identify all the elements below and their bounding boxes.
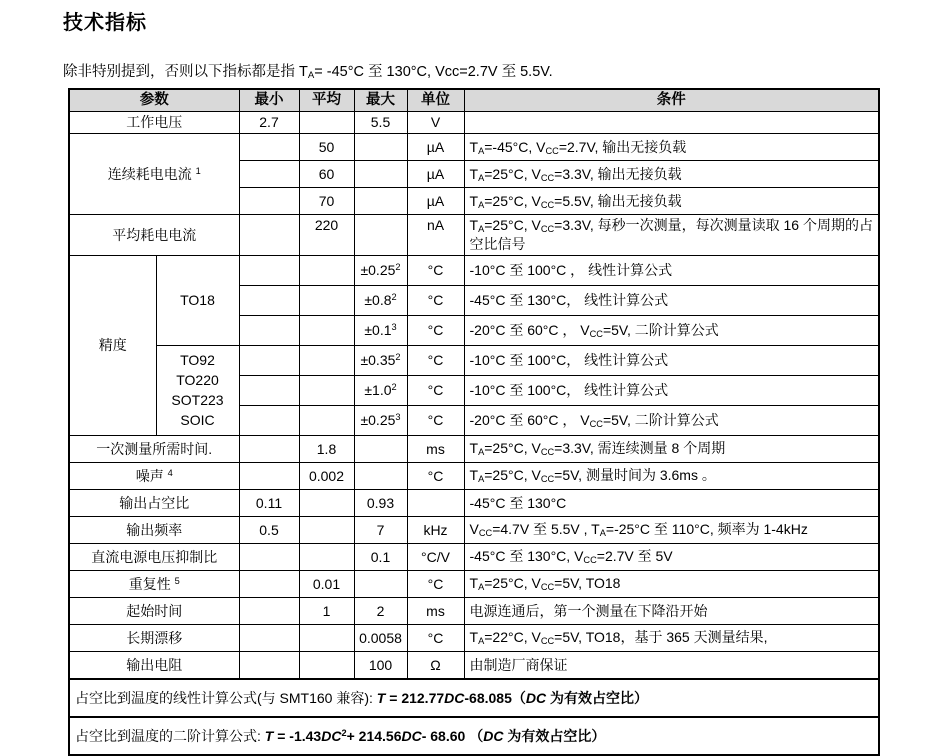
- column-header-avg: 平均: [299, 89, 354, 112]
- unit-cell: °C: [407, 405, 464, 435]
- param-cell: 重复性 $^5$: [69, 570, 239, 597]
- unit-cell: °C: [407, 570, 464, 597]
- avg-cell: 220: [299, 215, 354, 256]
- condition-cell: 由制造厂商保证: [464, 651, 879, 679]
- min-cell: [239, 315, 299, 345]
- unit-cell: °C: [407, 462, 464, 489]
- min-cell: [239, 255, 299, 285]
- row-operating-voltage: [69, 112, 879, 134]
- unit-cell: µA: [407, 134, 464, 161]
- min-cell: 0.5: [239, 516, 299, 543]
- min-cell: [239, 570, 299, 597]
- row-duty-cycle: [69, 489, 879, 516]
- min-cell: [239, 285, 299, 315]
- avg-cell: [299, 315, 354, 345]
- max-cell: [354, 462, 407, 489]
- min-cell: [239, 161, 299, 188]
- max-cell: 5.5: [354, 112, 407, 134]
- linear-formula-text: 占空比到温度的线性计算公式(与 SMT160 兼容): T = 212.77DC-68.085（DC 为有效占空比）: [69, 679, 879, 717]
- unit-cell: µA: [407, 188, 464, 215]
- min-cell: [239, 435, 299, 462]
- max-cell: $\pm 0.1^3$: [354, 315, 407, 345]
- condition-cell: $V_{CC}=4.7V$ 至 5.5V , $T_A=-25^\circ C$ 至 110°C, 频率为 1-4kHz: [464, 516, 879, 543]
- package-line: TO220: [176, 372, 219, 389]
- max-cell: $\pm 0.8^2$: [354, 285, 407, 315]
- min-cell: [239, 462, 299, 489]
- column-header-cond: 条件: [464, 89, 879, 112]
- param-cell: 长期漂移: [69, 624, 239, 651]
- min-cell: [239, 405, 299, 435]
- condition-cell: -10°C 至 100°C， 线性计算公式: [464, 345, 879, 375]
- column-header-unit: 单位: [407, 89, 464, 112]
- avg-cell: [299, 345, 354, 375]
- row-average-current: [69, 215, 879, 256]
- avg-cell: 1: [299, 597, 354, 624]
- quadratic-formula-text: 占空比到温度的二阶计算公式: $T = -1.43DC^2+ 214.56DC-$ 68.60 （DC 为有效占空比）: [69, 717, 879, 755]
- avg-cell: [299, 405, 354, 435]
- row-repeatability: [69, 570, 879, 597]
- row-continuous-current-1: [69, 134, 879, 161]
- condition-cell: $T_A=25^\circ C$, $V_{CC}=3.3V$, 每秒一次测量，每次测量读取 16 个周期的占空比信号: [464, 215, 879, 256]
- unit-cell: ms: [407, 597, 464, 624]
- param-cell: 直流电源电压抑制比: [69, 543, 239, 570]
- unit-cell: °C/V: [407, 543, 464, 570]
- intro-note: 除非特别提到，否则以下指标都是指 $T_A= -45^\circ C$ 至 130°C, Vcc=2.7V 至 5.5V.: [63, 64, 553, 82]
- page-title: 技术指标: [63, 12, 147, 34]
- param-cell: 平均耗电电流: [69, 215, 239, 256]
- row-linear-formula: [69, 679, 879, 717]
- header-row: [69, 89, 879, 112]
- max-cell: [354, 570, 407, 597]
- unit-cell: ms: [407, 435, 464, 462]
- max-cell: [354, 188, 407, 215]
- row-quadratic-formula: [69, 717, 879, 755]
- unit-cell: Ω: [407, 651, 464, 679]
- avg-cell: [299, 375, 354, 405]
- max-cell: 7: [354, 516, 407, 543]
- param-cell: 噪声 $^4$: [69, 462, 239, 489]
- param-cell: 输出电阻: [69, 651, 239, 679]
- avg-cell: [299, 516, 354, 543]
- condition-cell: -45°C 至 130°C: [464, 489, 879, 516]
- max-cell: $\pm 1.0^2$: [354, 375, 407, 405]
- unit-cell: kHz: [407, 516, 464, 543]
- package-line: TO92: [180, 352, 215, 369]
- max-cell: 100: [354, 651, 407, 679]
- condition-cell: -10°C 至 100°C， 线性计算公式: [464, 375, 879, 405]
- row-output-frequency: [69, 516, 879, 543]
- condition-cell: $T_A=25^\circ C$, $V_{CC}=3.3V$, 输出无接负载: [464, 161, 879, 188]
- max-cell: [354, 161, 407, 188]
- condition-cell: $T_A=25^\circ C$, $V_{CC}=5.5V$, 输出无接负载: [464, 188, 879, 215]
- column-header-max: 最大: [354, 89, 407, 112]
- avg-cell: 60: [299, 161, 354, 188]
- condition-cell: -10°C 至 100°C ， 线性计算公式: [464, 255, 879, 285]
- condition-cell: $T_A=22^\circ C$, $V_{CC}=5V$, TO18，基于 365 天测量结果,: [464, 624, 879, 651]
- max-cell: 0.93: [354, 489, 407, 516]
- param-cell: 精度: [69, 255, 156, 435]
- param-cell: 工作电压: [69, 112, 239, 134]
- row-accuracy-to18-1: [69, 255, 879, 285]
- column-header-param: 参数: [69, 89, 239, 112]
- min-cell: [239, 597, 299, 624]
- package-line: SOIC: [180, 412, 215, 429]
- condition-cell: $T_A=25^\circ C$, $V_{CC}=5V$, TO18: [464, 570, 879, 597]
- row-measurement-time: [69, 435, 879, 462]
- min-cell: [239, 651, 299, 679]
- max-cell: [354, 134, 407, 161]
- avg-cell: 0.002: [299, 462, 354, 489]
- max-cell: $\pm 0.35^2$: [354, 345, 407, 375]
- row-accuracy-other-1: [69, 345, 879, 375]
- package-cell: [156, 345, 239, 435]
- condition-cell: -45°C 至 130°C， 线性计算公式: [464, 285, 879, 315]
- row-psrr: [69, 543, 879, 570]
- min-cell: [239, 624, 299, 651]
- min-cell: [239, 543, 299, 570]
- min-cell: [239, 188, 299, 215]
- row-long-term-drift: [69, 624, 879, 651]
- avg-cell: [299, 489, 354, 516]
- avg-cell: 0.01: [299, 570, 354, 597]
- max-cell: $\pm 0.25^3$: [354, 405, 407, 435]
- condition-cell: -20°C 至 60°C ， $V_{CC}=5V$, 二阶计算公式: [464, 405, 879, 435]
- max-cell: $\pm 0.25^2$: [354, 255, 407, 285]
- max-cell: 0.1: [354, 543, 407, 570]
- avg-cell: [299, 543, 354, 570]
- unit-cell: µA: [407, 161, 464, 188]
- min-cell: [239, 375, 299, 405]
- row-noise: [69, 462, 879, 489]
- avg-cell: [299, 112, 354, 134]
- param-cell: 输出占空比: [69, 489, 239, 516]
- column-header-min: 最小: [239, 89, 299, 112]
- condition-cell: 电源连通后，第一个测量在下降沿开始: [464, 597, 879, 624]
- unit-cell: °C: [407, 255, 464, 285]
- condition-cell: $T_A=-45^\circ C$, $V_{CC}=2.7V$, 输出无接负载: [464, 134, 879, 161]
- min-cell: [239, 345, 299, 375]
- row-output-resistance: [69, 651, 879, 679]
- min-cell: 2.7: [239, 112, 299, 134]
- row-startup-time: [69, 597, 879, 624]
- max-cell: 2: [354, 597, 407, 624]
- param-cell: 连续耗电电流 $^1$: [69, 134, 239, 215]
- unit-cell: °C: [407, 345, 464, 375]
- condition-cell: -45°C 至 130°C, $V_{CC}=2.7V$ 至 5V: [464, 543, 879, 570]
- avg-cell: 50: [299, 134, 354, 161]
- package-cell: TO18: [156, 255, 239, 345]
- unit-cell: V: [407, 112, 464, 134]
- avg-cell: [299, 255, 354, 285]
- condition-cell: [464, 112, 879, 134]
- max-cell: [354, 435, 407, 462]
- max-cell: 0.0058: [354, 624, 407, 651]
- avg-cell: [299, 651, 354, 679]
- unit-cell: nA: [407, 215, 464, 256]
- unit-cell: °C: [407, 375, 464, 405]
- avg-cell: 1.8: [299, 435, 354, 462]
- param-cell: 起始时间: [69, 597, 239, 624]
- avg-cell: [299, 285, 354, 315]
- avg-cell: 70: [299, 188, 354, 215]
- condition-cell: $T_A=25^\circ C$, $V_{CC}=5V$, 测量时间为 3.6ms 。: [464, 462, 879, 489]
- param-cell: 一次测量所需时间.: [69, 435, 239, 462]
- min-cell: 0.11: [239, 489, 299, 516]
- condition-cell: $T_A=25^\circ C$, $V_{CC}=3.3V$, 需连续测量 8 个周期: [464, 435, 879, 462]
- unit-cell: °C: [407, 315, 464, 345]
- param-cell: 输出频率: [69, 516, 239, 543]
- package-line: SOT223: [171, 392, 224, 409]
- max-cell: [354, 215, 407, 256]
- unit-cell: °C: [407, 624, 464, 651]
- unit-cell: [407, 489, 464, 516]
- spec-table: [68, 88, 880, 756]
- unit-cell: °C: [407, 285, 464, 315]
- condition-cell: -20°C 至 60°C ， $V_{CC}=5V$, 二阶计算公式: [464, 315, 879, 345]
- min-cell: [239, 215, 299, 256]
- min-cell: [239, 134, 299, 161]
- avg-cell: [299, 624, 354, 651]
